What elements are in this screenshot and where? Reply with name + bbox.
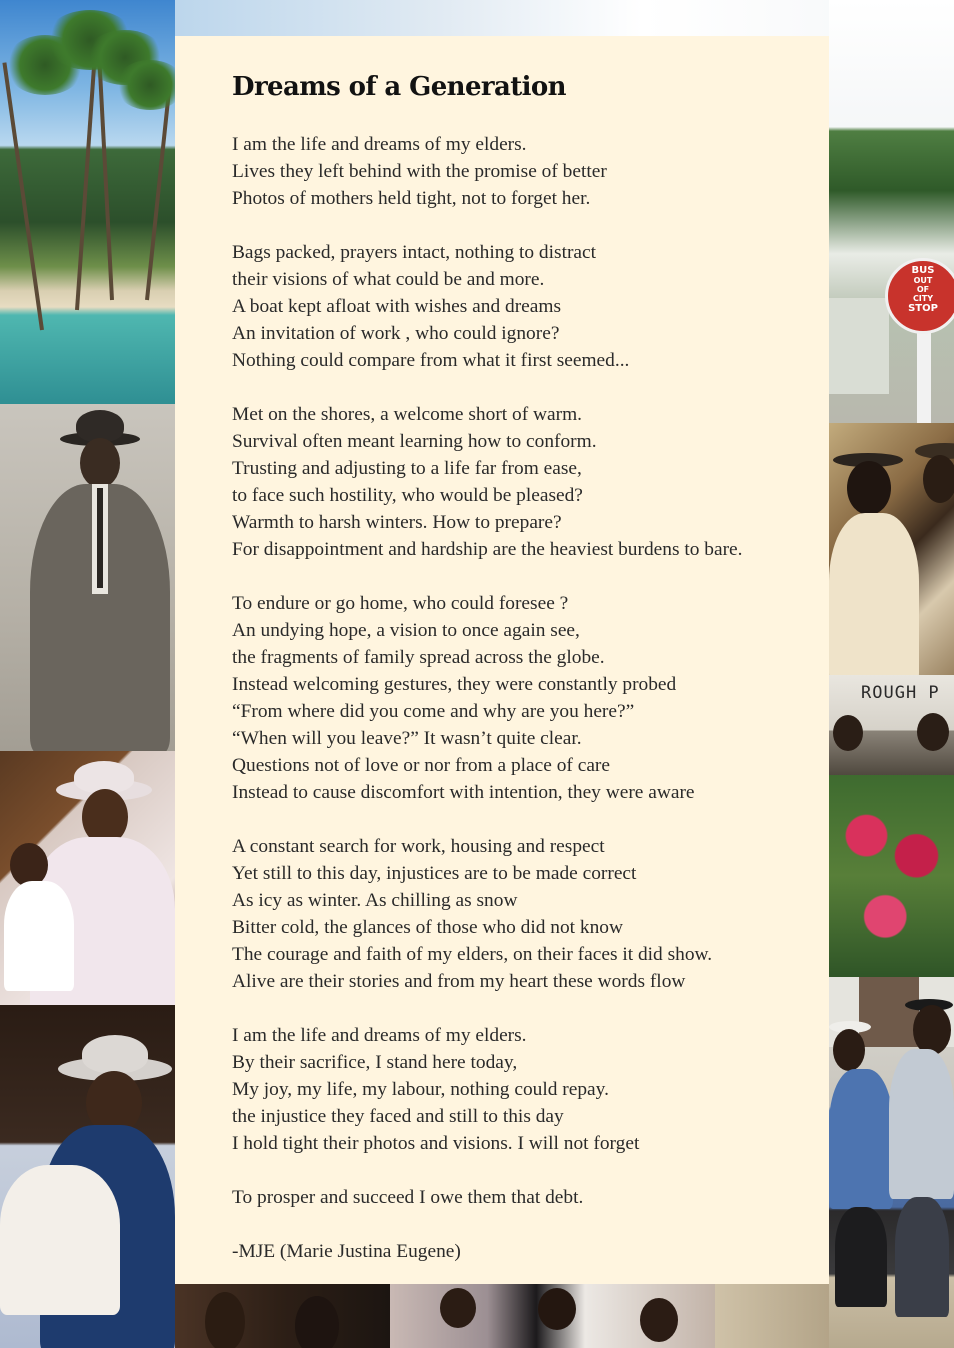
- poem-line: “From where did you come and why are you here?”: [232, 701, 635, 722]
- photo-bottom-left: [175, 1284, 390, 1348]
- poem-line: “When will you leave?” It wasn’t quite clear.: [232, 728, 582, 749]
- bus-sign-word: CITY: [912, 294, 934, 303]
- poem-line: An undying hope, a vision to once again see,: [232, 620, 580, 641]
- poem-line: to face such hostility, who would be pleased?: [232, 485, 583, 506]
- poem-line: Bags packed, prayers intact, nothing to distract: [232, 242, 597, 263]
- poem-stanza: [232, 131, 809, 212]
- poem-card: [175, 36, 829, 1284]
- poem-line: Warmth to harsh winters. How to prepare?: [232, 512, 562, 533]
- bus-sign-word: BUS: [911, 265, 935, 276]
- poem-line: A boat kept afloat with wishes and dreams: [232, 296, 562, 317]
- poem-line: their visions of what could be and more.: [232, 269, 545, 290]
- poem-stanza: [232, 401, 809, 563]
- poem-stanza: [232, 1184, 809, 1211]
- bus-stop-sign: [885, 258, 954, 334]
- photo-palm-beach: [0, 0, 175, 404]
- poem-line: -MJE (Marie Justina Eugene): [232, 1241, 461, 1262]
- photo-bottom-right: [715, 1284, 829, 1348]
- poem-line: Lives they left behind with the promise of better: [232, 161, 607, 182]
- poem-line: Bitter cold, the glances of those who did not know: [232, 917, 623, 938]
- poem-line: Instead welcoming gestures, they were constantly probed: [232, 674, 677, 695]
- bus-sign-word: OF: [916, 285, 930, 294]
- photo-couple-standing: [829, 977, 954, 1348]
- poem-line: Nothing could compare from what it first seemed...: [232, 350, 630, 371]
- poem-line: My joy, my life, my labour, nothing could repay.: [232, 1079, 609, 1100]
- photo-bottom-wedding: [390, 1284, 715, 1348]
- poem-stanza: [232, 239, 809, 374]
- poem-line: To endure or go home, who could foresee ?: [232, 593, 569, 614]
- poem-line: I hold tight their photos and visions. I will not forget: [232, 1133, 640, 1154]
- poem-line: Survival often meant learning how to conform.: [232, 431, 597, 452]
- poem-line: A constant search for work, housing and respect: [232, 836, 605, 857]
- poem-line: As icy as winter. As chilling as snow: [232, 890, 518, 911]
- poem-line: the injustice they faced and still to this day: [232, 1106, 564, 1127]
- poem-line: The courage and faith of my elders, on their faces it did show.: [232, 944, 713, 965]
- poem-line: An invitation of work , who could ignore?: [232, 323, 560, 344]
- bus-sign-word: OUT: [913, 276, 933, 285]
- poem-line: Photos of mothers held tight, not to forget her.: [232, 188, 591, 209]
- bus-sign-word: STOP: [908, 303, 938, 314]
- photo-man-in-suit: [0, 404, 175, 751]
- poem-stanza: [232, 833, 809, 995]
- photo-couple-with-hats: [829, 423, 954, 675]
- photo-grandmother-with-baby: [0, 751, 175, 1005]
- photo-pink-flowers: [829, 775, 954, 977]
- poem-line: Questions not of love or nor from a place of care: [232, 755, 610, 776]
- poem-line: To prosper and succeed I owe them that debt.: [232, 1187, 584, 1208]
- poem-stanza: [232, 590, 809, 806]
- poem-line: Alive are their stories and from my heart these words flow: [232, 971, 686, 992]
- poem-line: the fragments of family spread across the globe.: [232, 647, 605, 668]
- rough-sign-text: ROUGH P: [861, 683, 940, 703]
- photo-bus-stop: [829, 0, 954, 423]
- poem-line: I am the life and dreams of my elders.: [232, 1025, 527, 1046]
- photo-rough-sign: [829, 675, 954, 775]
- poem-line: By their sacrifice, I stand here today,: [232, 1052, 518, 1073]
- poem-line: For disappointment and hardship are the heaviest burdens to bare.: [232, 539, 743, 560]
- poem-line: Met on the shores, a welcome short of warm.: [232, 404, 583, 425]
- poem-line: I am the life and dreams of my elders.: [232, 134, 527, 155]
- photo-grandmother-in-hat: [0, 1005, 175, 1348]
- poem-body: [232, 131, 809, 1265]
- poem-line: Instead to cause discomfort with intention, they were aware: [232, 782, 695, 803]
- poem-title: Dreams of a Generation: [232, 72, 566, 102]
- poem-line: Yet still to this day, injustices are to be made correct: [232, 863, 637, 884]
- poem-stanza: [232, 1238, 809, 1265]
- poem-stanza: [232, 1022, 809, 1157]
- poem-line: Trusting and adjusting to a life far from ease,: [232, 458, 582, 479]
